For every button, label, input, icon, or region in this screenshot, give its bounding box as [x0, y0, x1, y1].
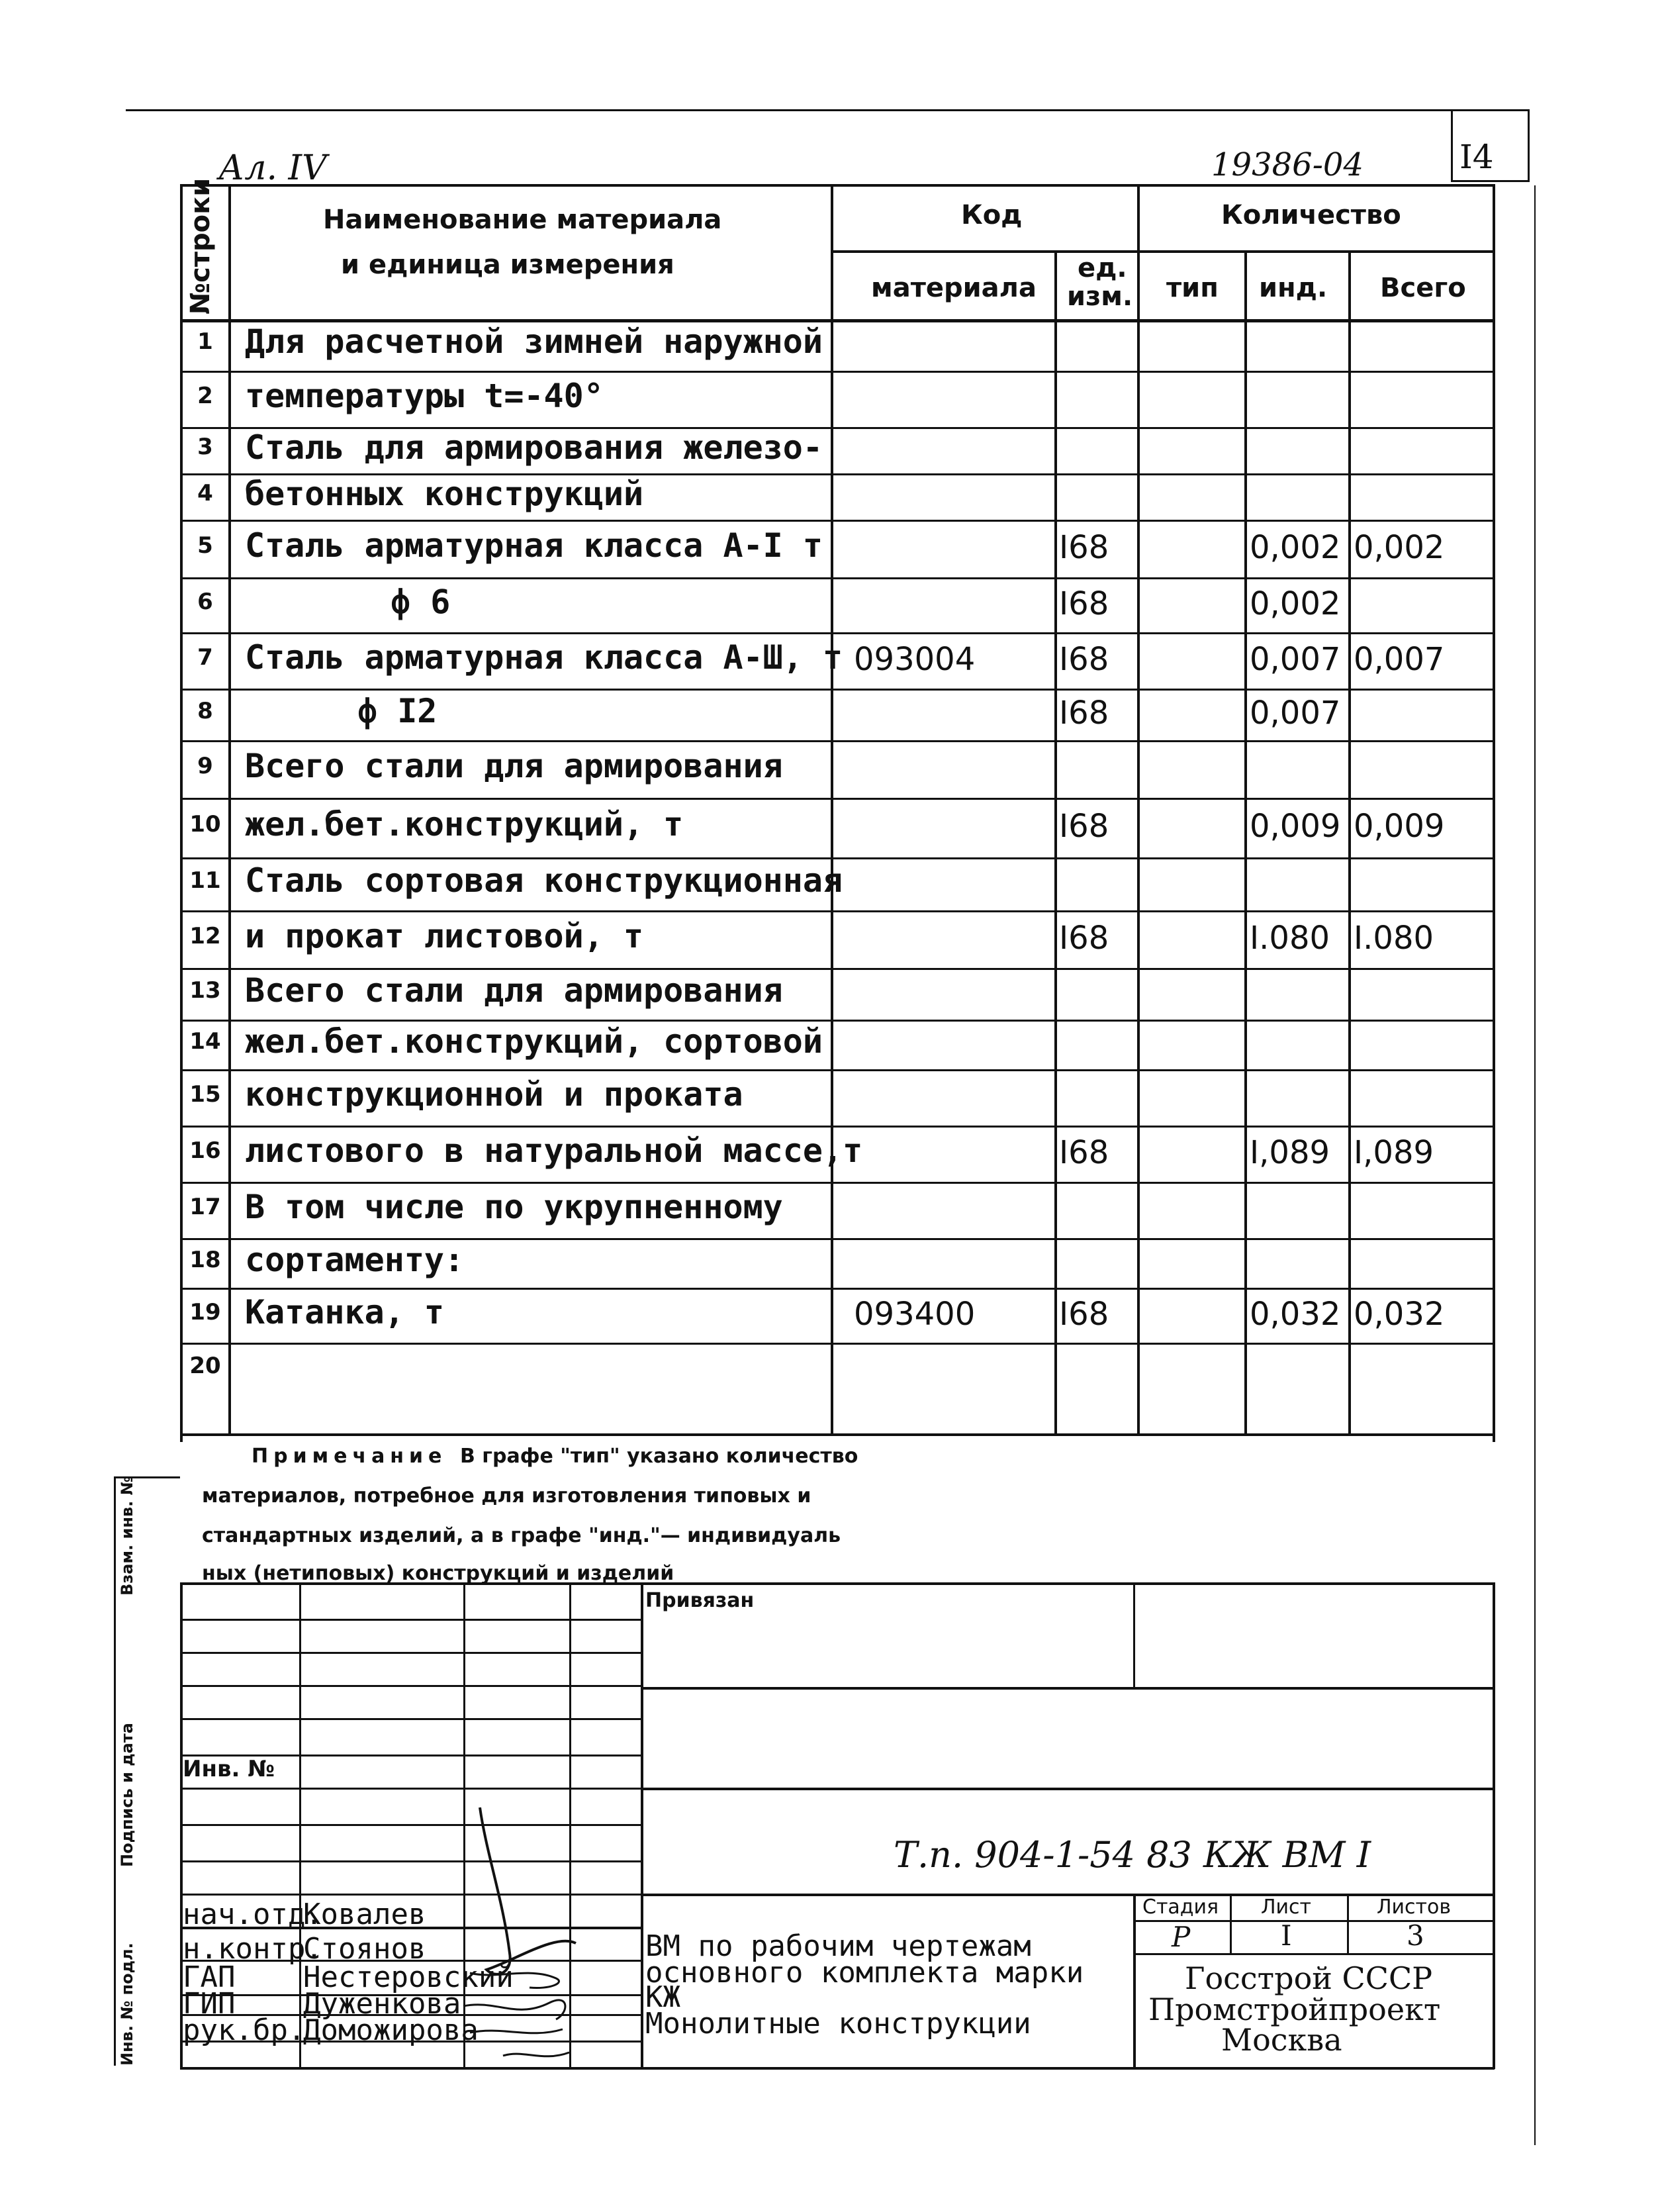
attached-divider [1133, 1582, 1135, 1688]
top-frame-line [126, 109, 1529, 111]
row-total: 0,009 [1354, 808, 1445, 845]
attached-label: Привязан [645, 1589, 755, 1612]
col-code-material-label: материала [871, 273, 1037, 303]
staff-name: Нестеровский [303, 1960, 514, 1994]
row-number: 10 [189, 811, 221, 838]
designation-bottom [641, 1894, 1495, 1896]
sheets-label: Листов [1377, 1896, 1452, 1919]
row-total: 0,002 [1354, 528, 1445, 566]
row-name: ф 6 [391, 582, 451, 621]
row-ind: 0,032 [1250, 1295, 1341, 1333]
staff-name: Дуженкова [303, 1987, 461, 2021]
right-edge-line [1534, 185, 1536, 2145]
title-line-1: ВМ по рабочим чертежам [645, 1929, 1031, 1963]
col-name-label-2: и единица измерения [341, 250, 674, 280]
stamp-grid-row [180, 1718, 641, 1720]
stamp-grid-row [180, 1685, 641, 1687]
note-line-1: В графе "тип" указано количество [460, 1445, 858, 1468]
col-sep-type [1244, 252, 1247, 1435]
row-number: 17 [189, 1193, 221, 1220]
row-name: Сталь арматурная класса А-I т [245, 526, 823, 565]
note-heading: Примечание [252, 1445, 447, 1468]
row-unit: I68 [1059, 1295, 1109, 1333]
page-number-divider [1451, 109, 1453, 182]
side-text-2: Подпись и дата [118, 1723, 136, 1867]
row-ind: 0,007 [1250, 695, 1341, 732]
staff-role: ГИП [183, 1987, 236, 2021]
col-sep-code [1054, 252, 1057, 1435]
row-number: 6 [197, 588, 213, 615]
row-number: 13 [189, 977, 221, 1004]
row-separator [180, 1288, 1495, 1290]
row-name: Сталь для армирования железо- [245, 428, 823, 467]
stage-divider-1 [1230, 1894, 1232, 1953]
row-separator [180, 577, 1495, 579]
row-unit: I68 [1059, 808, 1109, 845]
row-code: 093400 [854, 1295, 976, 1333]
stamp-bottom-border [180, 2067, 1495, 2070]
row-number: 3 [197, 434, 213, 460]
col-name-label-1: Наименование материала [323, 205, 722, 235]
row-unit: I68 [1059, 1133, 1109, 1171]
row-number: 2 [197, 382, 213, 409]
row-separator [180, 632, 1495, 634]
row-number: 9 [197, 752, 213, 779]
org-line-2: Промстройпроект [1148, 1992, 1441, 2027]
attached-bottom [641, 1687, 1495, 1690]
sheet-value: I [1281, 1919, 1292, 1952]
sheets-value: 3 [1407, 1919, 1424, 1952]
row-number: 14 [189, 1028, 221, 1055]
row-name: В том числе по укрупненному [245, 1187, 783, 1226]
designation: Т.п. 904-1-54 83 КЖ ВМ I [894, 1834, 1371, 1876]
staff-name: Доможирова [303, 2013, 479, 2047]
col-unit-label-1: ед. [1078, 253, 1127, 283]
row-ind: 0,002 [1250, 585, 1341, 622]
table-right-border [1493, 184, 1495, 1442]
row-number: 16 [189, 1137, 221, 1164]
row-separator [180, 520, 1495, 522]
stage-value: Р [1172, 1921, 1191, 1953]
row-separator [180, 857, 1495, 859]
col-code-label: Код [961, 200, 1023, 230]
row-unit: I68 [1059, 919, 1109, 957]
col-type-label: тип [1166, 273, 1219, 303]
row-unit: I68 [1059, 528, 1109, 566]
row-separator [180, 798, 1495, 800]
row-name: сортаменту: [245, 1240, 465, 1279]
signature-scribble [424, 1801, 662, 2079]
row-separator [180, 689, 1495, 691]
col-ind-label: инд. [1259, 273, 1328, 303]
row-separator [180, 1020, 1495, 1022]
row-ind: 0,009 [1250, 808, 1341, 845]
row-name: Сталь арматурная класса А-Ш, т [245, 638, 843, 677]
staff-role: рук.бр. [183, 2013, 306, 2047]
row-name: жел.бет.конструкций, т [245, 805, 684, 843]
side-strip-line [114, 1476, 116, 2066]
col-unit-label-2: изм. [1067, 281, 1133, 312]
stage-label: Стадия [1142, 1896, 1219, 1919]
row-name: Всего стали для армирования [245, 746, 783, 785]
row-unit: I68 [1059, 695, 1109, 732]
staff-role: ГАП [183, 1960, 236, 1994]
col-total-label: Всего [1380, 273, 1466, 303]
album-mark: Ал. IV [218, 148, 327, 188]
row-name: конструкционной и проката [245, 1075, 743, 1114]
row-number: 8 [197, 698, 213, 724]
row-separator [180, 910, 1495, 912]
row-separator [180, 1126, 1495, 1128]
row-total: 0,007 [1354, 640, 1445, 678]
row-name: листового в натуральной массе,т [245, 1131, 863, 1170]
row-separator [180, 1238, 1495, 1240]
table-left-border [180, 184, 183, 1442]
row-ind: I,089 [1250, 1133, 1330, 1171]
stamp-grid-row [180, 1652, 641, 1654]
row-number: 7 [197, 644, 213, 671]
stamp-top-border [180, 1582, 1495, 1585]
row-ind: I.080 [1250, 919, 1330, 957]
row-number: 5 [197, 532, 213, 559]
row-name: и прокат листовой, т [245, 916, 644, 955]
page-number-box-bottom [1451, 180, 1529, 182]
note-line-4: ных (нетиповых) конструкций и изделий [202, 1562, 674, 1585]
row-number: 19 [189, 1298, 221, 1325]
row-name: температуры t=-40° [245, 376, 604, 415]
row-name: ф I2 [357, 692, 438, 730]
row-number: 15 [189, 1081, 221, 1108]
row-ind: 0,002 [1250, 528, 1341, 566]
row-name: Для расчетной зимней наружной [245, 322, 823, 361]
table-bottom-border [180, 1433, 1495, 1436]
row-total: I.080 [1354, 919, 1434, 957]
org-line-1: Госстрой СССР [1185, 1960, 1433, 1996]
title-line-3: КЖ [645, 1980, 680, 2014]
right-frame-top [1528, 109, 1530, 182]
col-quantity-label: Количество [1221, 200, 1401, 230]
row-total: I,089 [1354, 1133, 1434, 1171]
row-name: Всего стали для армирования [245, 971, 783, 1010]
staff-name: Ковалев [303, 1898, 426, 1931]
side-text-3: Взам. инв. № [118, 1476, 136, 1596]
sheet-label: Лист [1261, 1896, 1312, 1919]
row-separator [180, 371, 1495, 373]
row-unit: I68 [1059, 585, 1109, 622]
row-number: 4 [197, 480, 213, 506]
staff-name: Стоянов [303, 1932, 426, 1966]
title-line-2: основного комплекта марки [645, 1956, 1084, 1990]
row-separator [180, 1343, 1495, 1345]
stamp-grid-row [180, 1788, 641, 1790]
row-number: 18 [189, 1246, 221, 1273]
note-line-3: стандартных изделий, а в графе "инд."— индивидуаль [202, 1524, 841, 1547]
doc-number: 19386-04 [1211, 146, 1364, 183]
row-separator [180, 740, 1495, 742]
col-sep-ind [1348, 252, 1351, 1435]
staff-role: нач.отд. [183, 1898, 323, 1931]
row-number: 1 [197, 328, 213, 355]
stamp-right-border [1493, 1582, 1495, 2069]
row-number: 12 [189, 922, 221, 949]
header-subline [831, 250, 1493, 253]
staff-role: н.контр. [183, 1932, 323, 1966]
stamp-grid-row [180, 1619, 641, 1621]
row-name: Сталь сортовая конструкционная [245, 861, 843, 900]
row-unit: I68 [1059, 640, 1109, 678]
designation-top [641, 1788, 1495, 1790]
row-name: Катанка, т [245, 1292, 445, 1331]
title-line-4: Монолитные конструкции [645, 2007, 1031, 2041]
row-name: жел.бет.конструкций, сортовой [245, 1022, 823, 1061]
side-text-1: Инв. № подл. [118, 1943, 136, 2066]
col-rownum-label: №строки [185, 177, 216, 314]
row-ind: 0,007 [1250, 640, 1341, 678]
row-number: 11 [189, 867, 221, 894]
row-separator [180, 1182, 1495, 1184]
org-line-3: Москва [1221, 2022, 1342, 2058]
inv-no-label: Инв. № [183, 1756, 275, 1782]
stage-divider-2 [1347, 1894, 1349, 1953]
row-code: 093004 [854, 640, 976, 678]
row-separator [180, 968, 1495, 970]
row-name: бетонных конструкций [245, 475, 644, 513]
row-total: 0,032 [1354, 1295, 1445, 1333]
row-number: 20 [189, 1353, 221, 1379]
page-number: I4 [1459, 138, 1494, 176]
table-top-border [180, 184, 1495, 187]
note-line-2: материалов, потребное для изготовления типовых и [202, 1484, 811, 1508]
stage-value-line [1133, 1953, 1495, 1955]
row-separator [180, 1069, 1495, 1071]
